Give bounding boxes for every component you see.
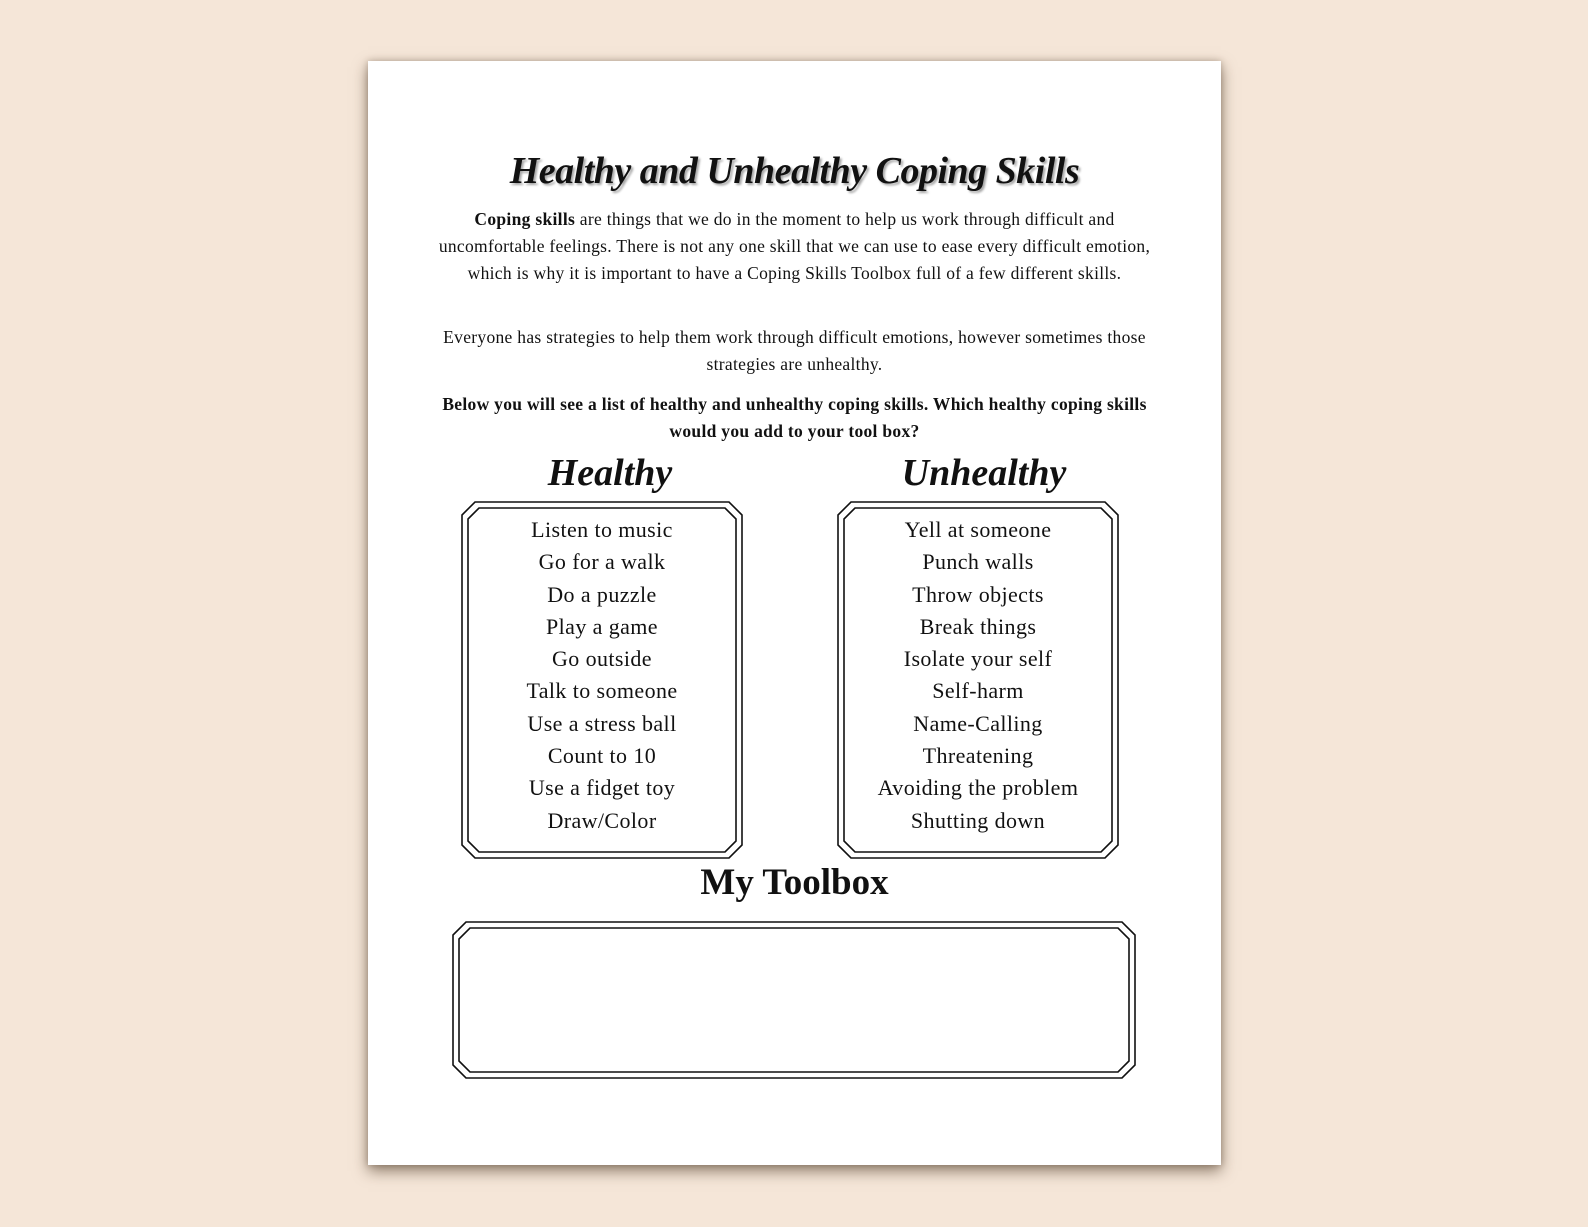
skill-item: Use a fidget toy xyxy=(528,775,676,801)
healthy-skills-box xyxy=(461,501,743,859)
skill-item: Talk to someone xyxy=(526,678,678,704)
intro-text: are things that we do in the moment to help us work through difficult and uncomfortable feelings. There is not any one skill that we can use to ease every difficult emotion, which is why it is important to have a Coping Skills Toolbox full of a few different skills. xyxy=(438,209,1151,283)
healthy-skills-list xyxy=(461,514,743,837)
skill-item: Isolate your self xyxy=(903,646,1053,672)
skill-item: Threatening xyxy=(922,743,1034,769)
skill-item: Name-Calling xyxy=(913,710,1043,736)
skill-item: Throw objects xyxy=(912,581,1044,607)
toolbox-box-frame xyxy=(452,921,1136,1079)
worksheet-title: Healthy and Unhealthy Coping Skills xyxy=(509,150,1080,192)
skill-item: Shutting down xyxy=(910,807,1046,833)
skill-item: Listen to music xyxy=(531,517,673,542)
worksheet-page xyxy=(368,61,1221,1165)
skill-item: Draw/Color xyxy=(547,807,657,833)
instruction-paragraph: Below you will see a list of healthy and unhealthy coping skills. Which healthy coping skills would you add to your tool box? xyxy=(442,394,1147,441)
intro-paragraph xyxy=(438,206,1151,287)
toolbox-heading: My Toolbox xyxy=(700,862,889,903)
unhealthy-skills-box xyxy=(837,501,1119,859)
skill-item: Use a stress ball xyxy=(527,710,677,736)
skill-item: Play a game xyxy=(546,613,658,639)
skill-item: Avoiding the problem xyxy=(877,775,1079,801)
unhealthy-skills-list xyxy=(837,514,1119,837)
skill-item: Go outside xyxy=(552,646,652,672)
skill-item: Yell at someone xyxy=(904,517,1052,542)
skill-item: Punch walls xyxy=(922,549,1034,575)
skill-item: Count to 10 xyxy=(547,743,657,769)
intro-bold-term: Coping skills xyxy=(474,209,576,229)
skill-item: Go for a walk xyxy=(538,549,666,575)
skill-item: Do a puzzle xyxy=(547,581,657,607)
healthy-heading: Healthy xyxy=(547,452,673,494)
skill-item: Break things xyxy=(919,613,1037,639)
unhealthy-heading: Unhealthy xyxy=(901,452,1067,494)
toolbox-write-area[interactable] xyxy=(452,921,1136,1079)
skill-item: Self-harm xyxy=(932,678,1024,704)
strategies-paragraph: Everyone has strategies to help them work through difficult emotions, however sometimes those strategies are unhealthy. xyxy=(443,327,1146,374)
